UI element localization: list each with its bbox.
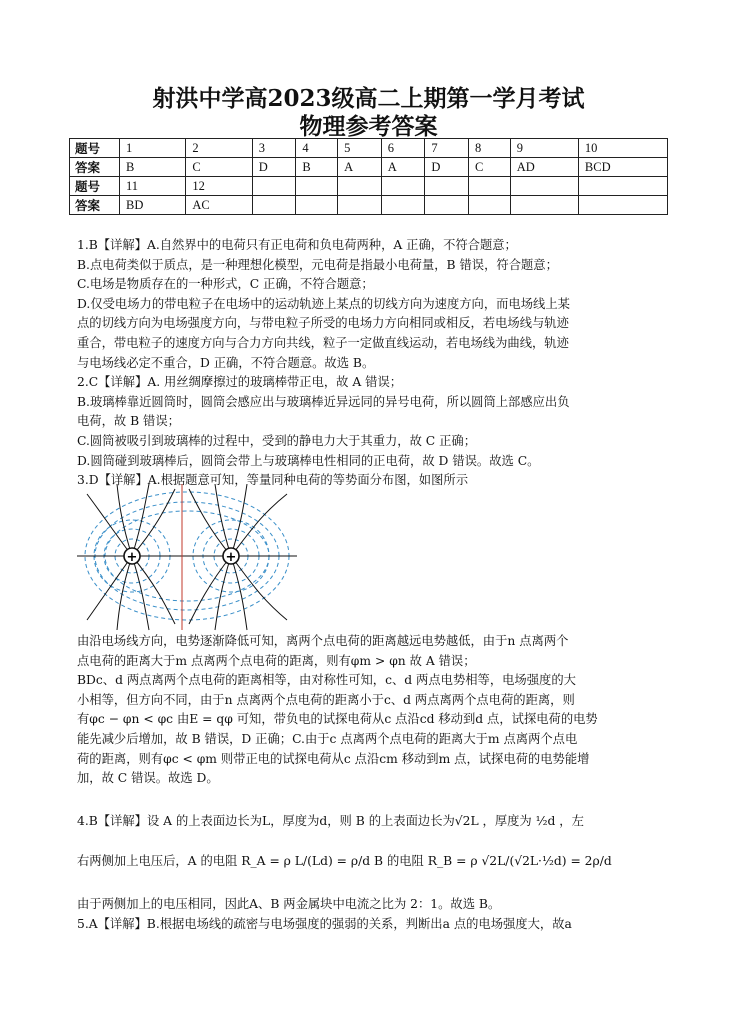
text-line: BDc、d 两点离两个点电荷的距离相等，由对称性可知，c、d 两点电势相等，电场强度的大 xyxy=(77,673,576,688)
table-cell: C xyxy=(186,158,252,177)
row-label: 答案 xyxy=(70,196,120,215)
text-line: 4.B【详解】设 A 的上表面边长为L，厚度为d，则 B 的上表面边长为√2L ，厚度为 ½d ，左 xyxy=(77,814,584,828)
answer-explanation-4 xyxy=(77,812,667,832)
text-line: 5.A【详解】B.根据电场线的疏密与电场强度的强弱的关系，判断出a 点的电场强度大，故a xyxy=(77,916,572,931)
table-cell xyxy=(252,196,296,215)
table-cell: BCD xyxy=(578,158,667,177)
text-line: D.圆筒碰到玻璃棒后，圆筒会带上与玻璃棒电性相同的正电荷，故 D 错误。故选 C。 xyxy=(77,453,540,468)
text-line: 与电场线必定不重合，D 正确，不符合题意。故选 B。 xyxy=(77,355,375,370)
table-cell xyxy=(578,177,667,196)
text-line: 点电荷的距离大于m 点离两个点电荷的距离，则有φm > φn 故 A 错误； xyxy=(77,653,476,668)
equipotential-figure xyxy=(77,484,297,634)
charge-label: + xyxy=(225,550,237,565)
answer-explanation-3-continued xyxy=(77,632,667,789)
table-row xyxy=(70,158,668,177)
table-cell: 7 xyxy=(425,139,469,158)
table-cell xyxy=(252,177,296,196)
table-cell xyxy=(425,196,469,215)
table-cell: 5 xyxy=(338,139,382,158)
text-line: 由于两侧加上的电压相同，因此A、B 两金属块中电流之比为 2：1。故选 B。 xyxy=(77,897,501,911)
text-line: 有φc − φn < φc 由E = qφ 可知，带负电的试探电荷从c 点沿cd 移动到d 点，试探电荷的电势 xyxy=(77,712,598,727)
text-line: 电荷，故 B 错误； xyxy=(77,414,180,429)
table-cell: B xyxy=(296,158,338,177)
table-cell xyxy=(338,177,382,196)
table-cell: AD xyxy=(510,158,578,177)
page-title: 射洪中学高2023级高二上期第一学月考试 xyxy=(152,85,585,112)
text-line: C.电场是物质存在的一种形式，C 正确，不符合题意； xyxy=(77,277,374,292)
text-line: 点的切线方向为电场强度方向，与带电粒子所受的电场力方向相同或相反，若电场线与轨迹 xyxy=(77,316,569,331)
table-cell: 9 xyxy=(510,139,578,158)
answer-explanation-4-5 xyxy=(77,895,667,934)
table-cell: A xyxy=(338,158,382,177)
text-line: 重合，带电粒子的速度方向与合力方向共线，粒子一定做直线运动，若电场线为曲线，轨迹 xyxy=(77,335,569,350)
table-cell: 10 xyxy=(578,139,667,158)
text-line: 由沿电场线方向，电势逐渐降低可知，离两个点电荷的距离越远电势越低，由于n 点离两个 xyxy=(77,634,569,648)
table-cell: 12 xyxy=(186,177,252,196)
table-row xyxy=(70,177,668,196)
table-cell: 11 xyxy=(120,177,186,196)
text-line: D.仅受电场力的带电粒子在电场中的运动轨迹上某点的切线方向为速度方向，而电场线上某 xyxy=(77,296,570,311)
text-line: 2.C【详解】A. 用丝绸摩擦过的玻璃棒带正电，故 A 错误； xyxy=(77,375,403,390)
table-cell: 2 xyxy=(186,139,252,158)
answer-explanation-4-formula xyxy=(77,852,667,872)
field-lines xyxy=(77,484,297,630)
table-cell xyxy=(338,196,382,215)
text-line: 右两侧加上电压后，A 的电阻 R_A = ρ L/(Ld) = ρ/d B 的电阻 R_B = ρ √2L/(√2L·½d) = 2ρ/d xyxy=(77,854,612,868)
table-cell xyxy=(510,177,578,196)
table-cell: B xyxy=(120,158,186,177)
positive-charge-right xyxy=(223,548,239,565)
table-cell: AC xyxy=(186,196,252,215)
text-line: 能先减少后增加，故 B 错误，D 正确；C.由于c 点离两个点电荷的距离大于m 点离两个点电 xyxy=(77,731,578,746)
answer-table xyxy=(69,138,668,215)
table-cell: A xyxy=(381,158,425,177)
table-cell xyxy=(510,196,578,215)
table-cell: D xyxy=(425,158,469,177)
row-label: 题号 xyxy=(70,139,120,158)
positive-charge-left xyxy=(124,548,140,565)
table-cell: 3 xyxy=(252,139,296,158)
table-row xyxy=(70,196,668,215)
page-subtitle: 物理参考答案 xyxy=(299,113,438,140)
table-cell: C xyxy=(468,158,510,177)
table-row xyxy=(70,139,668,158)
text-line: B.玻璃棒靠近圆筒时，圆筒会感应出与玻璃棒近异远同的异号电荷，所以圆筒上部感应出负 xyxy=(77,394,570,409)
table-cell: BD xyxy=(120,196,186,215)
table-cell: 1 xyxy=(120,139,186,158)
text-line: 荷的距离，则有φc < φm 则带正电的试探电荷从c 点沿cm 移动到m 点，试探电荷的电势能增 xyxy=(77,751,590,766)
answer-explanations-1-3 xyxy=(77,236,667,491)
table-cell xyxy=(578,196,667,215)
table-cell xyxy=(381,196,425,215)
table-cell: 8 xyxy=(468,139,510,158)
row-label: 题号 xyxy=(70,177,120,196)
table-cell xyxy=(425,177,469,196)
table-cell: D xyxy=(252,158,296,177)
text-line: C.圆筒被吸引到玻璃棒的过程中，受到的静电力大于其重力，故 C 正确； xyxy=(77,433,477,448)
table-cell xyxy=(381,177,425,196)
table-cell xyxy=(296,196,338,215)
table-cell xyxy=(296,177,338,196)
table-cell: 6 xyxy=(381,139,425,158)
text-line: 加，故 C 错误。故选 D。 xyxy=(77,771,219,786)
text-line: 3.D【详解】A.根据题意可知，等量同种电荷的等势面分布图，如图所示 xyxy=(77,473,468,488)
text-line: B.点电荷类似于质点，是一种理想化模型，元电荷是指最小电荷量，B 错误，符合题意； xyxy=(77,257,558,272)
row-label: 答案 xyxy=(70,158,120,177)
text-line: 1.B【详解】A.自然界中的电荷只有正电荷和负电荷两种，A 正确，不符合题意； xyxy=(77,238,517,252)
text-line: 小相等，但方向不同，由于n 点离两个点电荷的距离小于c、d 两点离两个点电荷的距离，则 xyxy=(77,692,575,707)
table-cell xyxy=(468,177,510,196)
charge-label: + xyxy=(126,550,138,565)
table-cell: 4 xyxy=(296,139,338,158)
table-cell xyxy=(468,196,510,215)
